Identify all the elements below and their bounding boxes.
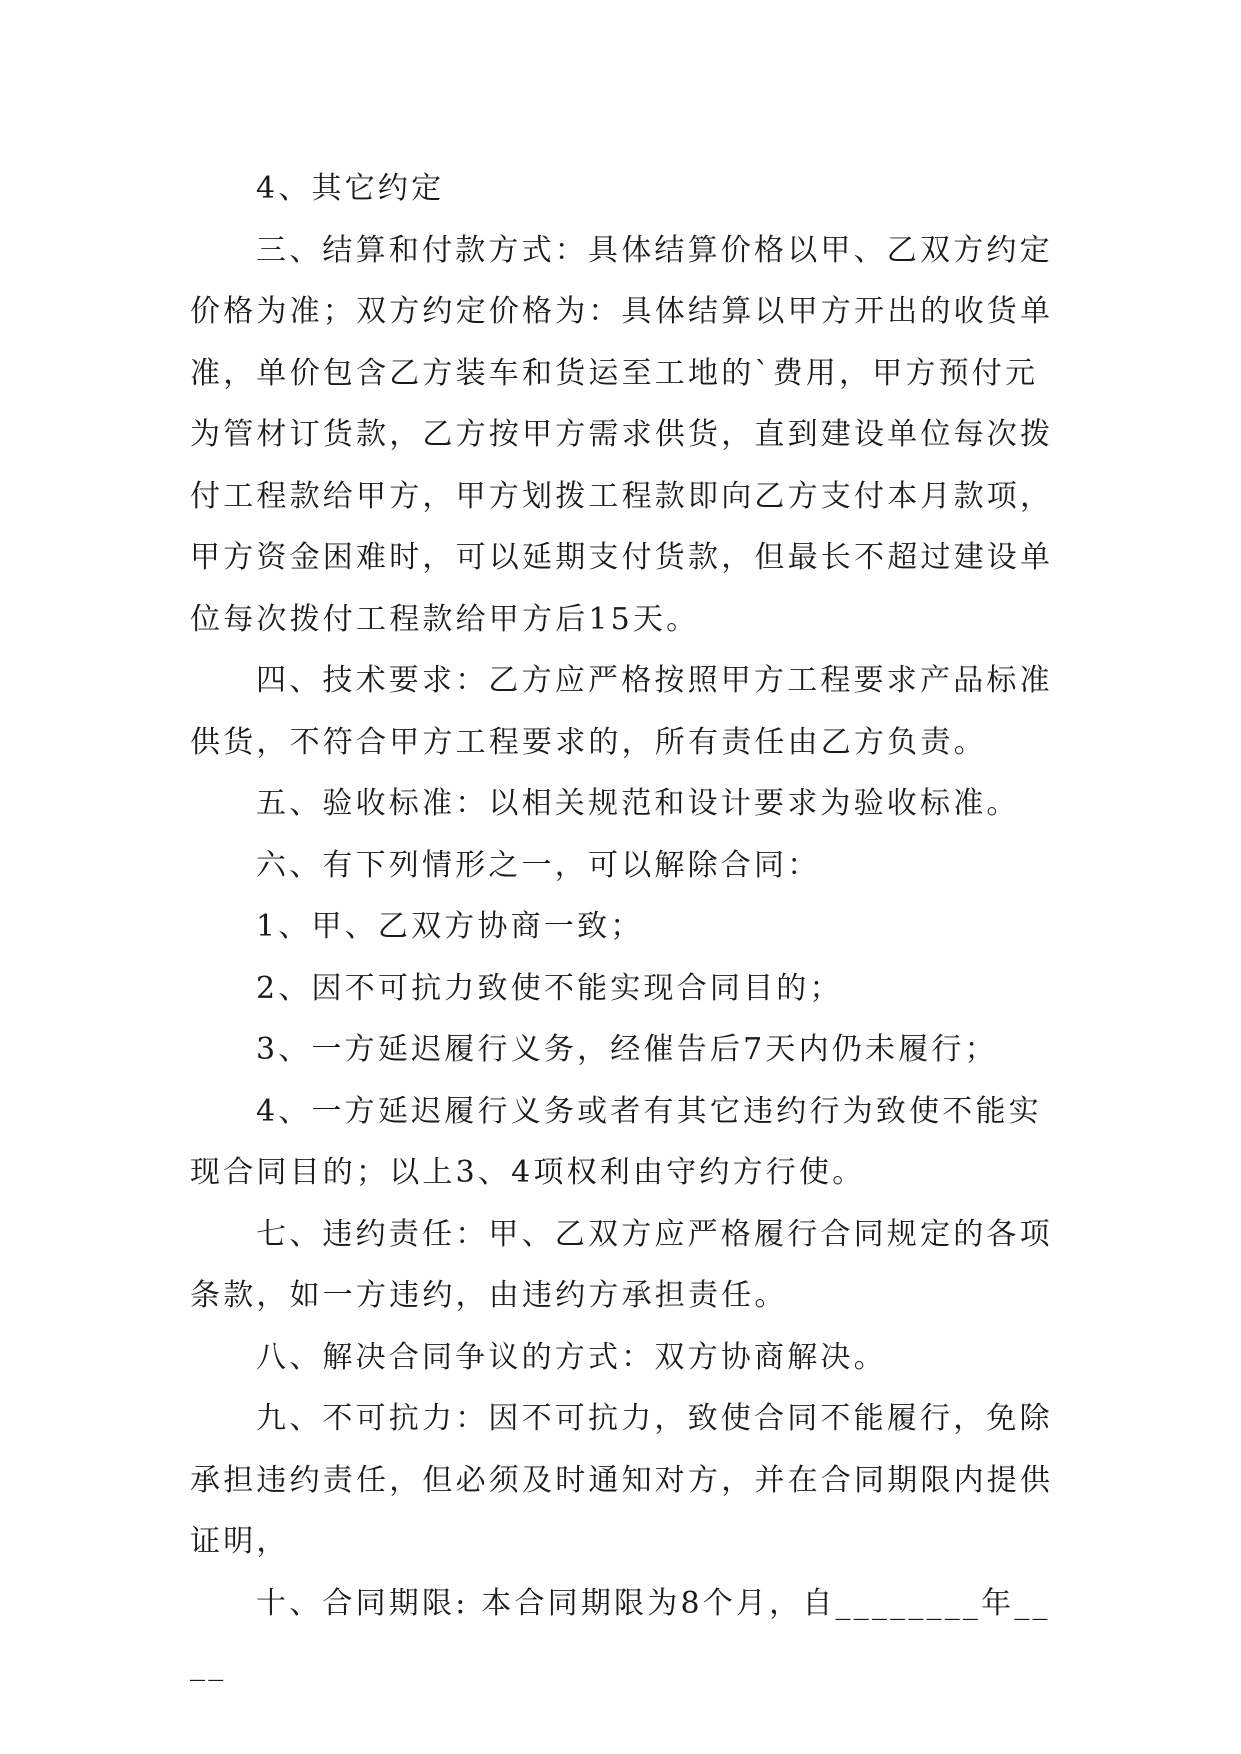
paragraph-termination-item-2: 2、因不可抗力致使不能实现合同目的； bbox=[256, 970, 843, 1006]
paragraph-technical-requirements: 四、技术要求：乙方应严格按照甲方工程要求产品标准供货，不符合甲方工程要求的，所有责任由乙方负责。 bbox=[190, 663, 1053, 760]
paragraph-termination-item-3: 3、一方延迟履行义务，经催告后7天内仍未履行； bbox=[256, 1032, 998, 1067]
paragraph-dispute-resolution: 八、解决合同争议的方式：双方协商解决。 bbox=[256, 1339, 887, 1375]
paragraph-acceptance-standard: 五、验收标准：以相关规范和设计要求为验收标准。 bbox=[256, 786, 1020, 821]
paragraph-termination-item-1: 1、甲、乙双方协商一致； bbox=[256, 909, 644, 944]
paragraph-breach-liability: 七、违约责任：甲、乙双方应严格履行合同规定的各项条款，如一方违约，由违约方承担责任。 bbox=[190, 1216, 1053, 1313]
paragraph-contract-term: 十、合同期限: 本合同期限为8个月，自________年____ bbox=[190, 1585, 1051, 1682]
document-body bbox=[190, 158, 1060, 1696]
paragraph-termination-item-4: 4、一方延迟履行义务或者有其它违约行为致使不能实现合同目的；以上3、4项权利由守约方行使。 bbox=[190, 1093, 1042, 1190]
paragraph-termination-conditions: 六、有下列情形之一，可以解除合同： bbox=[256, 847, 821, 883]
paragraph-other-agreements: 4、其它约定 bbox=[256, 171, 445, 206]
paragraph-settlement-payment: 三、结算和付款方式：具体结算价格以甲、乙双方约定价格为准；双方约定价格为：具体结算以甲方开出的收货单准，单价包含乙方装车和货运至工地的`费用，甲方预付元为管材订货款，乙方按甲方需求供货，直到建设单位每次拨付工程款给甲方，甲方划拨工程款即向乙方支付本月款项，甲方资金困难时，可以延期支付货款，但最长不超过建设单位每次拨付工程款给甲方后15天。 bbox=[190, 232, 1054, 637]
paragraph-force-majeure: 九、不可抗力：因不可抗力，致使合同不能履行，免除承担违约责任，但必须及时通知对方，并在合同期限内提供证明， bbox=[190, 1401, 1054, 1559]
